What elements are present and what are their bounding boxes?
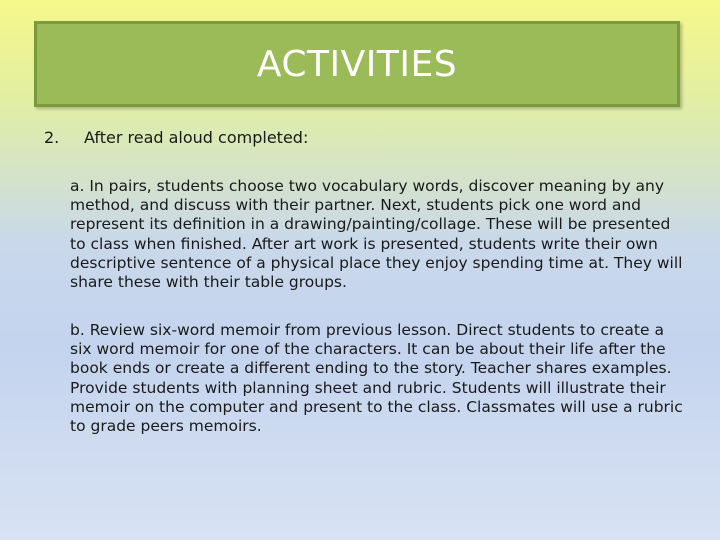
paragraph-a: a. In pairs, students choose two vocabulary words, discover meaning by any method, and discuss with their partner. Next, students pick one word and represent its definition in a drawing/painting/collage. These will be presented to class when finished. After art work is presented, students write their own descriptive sentence of a physical place they enjoy spending time at. They will share these with their table groups. — [70, 177, 683, 292]
item-heading: After read aloud completed: — [84, 128, 309, 147]
paragraph-b: b. Review six-word memoir from previous lesson. Direct students to create a six word memoir for one of the characters. It can be about their life after the book ends or create a different ending to the story. Teacher shares examples. Provide students with planning sheet and rubric. Students will illustrate their memoir on the computer and present to the class. Classmates will use a rubric to grade peers memoirs. — [70, 321, 683, 436]
title-box — [34, 21, 680, 107]
slide-title: ACTIVITIES — [256, 43, 458, 85]
item-number: 2. — [44, 128, 60, 147]
